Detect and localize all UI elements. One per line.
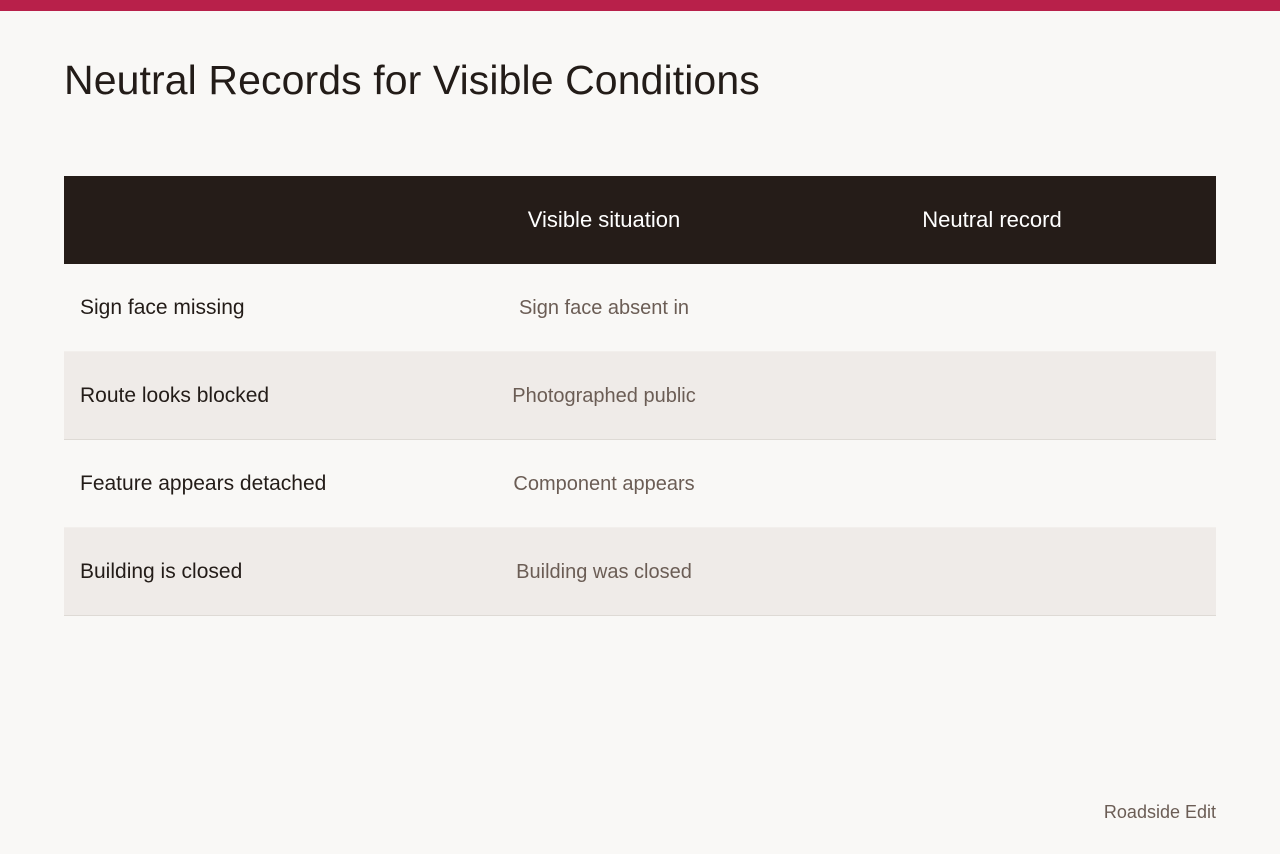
row-label: Feature appears detached [80, 471, 327, 495]
table-row [64, 264, 1216, 352]
conditions-table [64, 176, 1216, 616]
column-header-visible-situation: Visible situation [527, 207, 681, 232]
row-visible-situation: Building was closed [516, 560, 692, 583]
footer-credit: Roadside Edit [1103, 802, 1216, 822]
accent-top-bar [0, 0, 1280, 11]
page-title: Neutral Records for Visible Conditions [64, 57, 760, 103]
row-label: Building is closed [80, 559, 243, 583]
row-visible-situation: Photographed public [512, 384, 696, 407]
table-row [64, 528, 1216, 616]
table-row [64, 440, 1216, 528]
row-visible-situation: Component appears [513, 472, 695, 495]
row-label: Sign face missing [80, 295, 245, 319]
table-row [64, 352, 1216, 440]
table-header [64, 176, 1216, 264]
row-label: Route looks blocked [80, 383, 270, 407]
column-header-neutral-record: Neutral record [922, 207, 1062, 232]
row-visible-situation: Sign face absent in [518, 296, 690, 319]
